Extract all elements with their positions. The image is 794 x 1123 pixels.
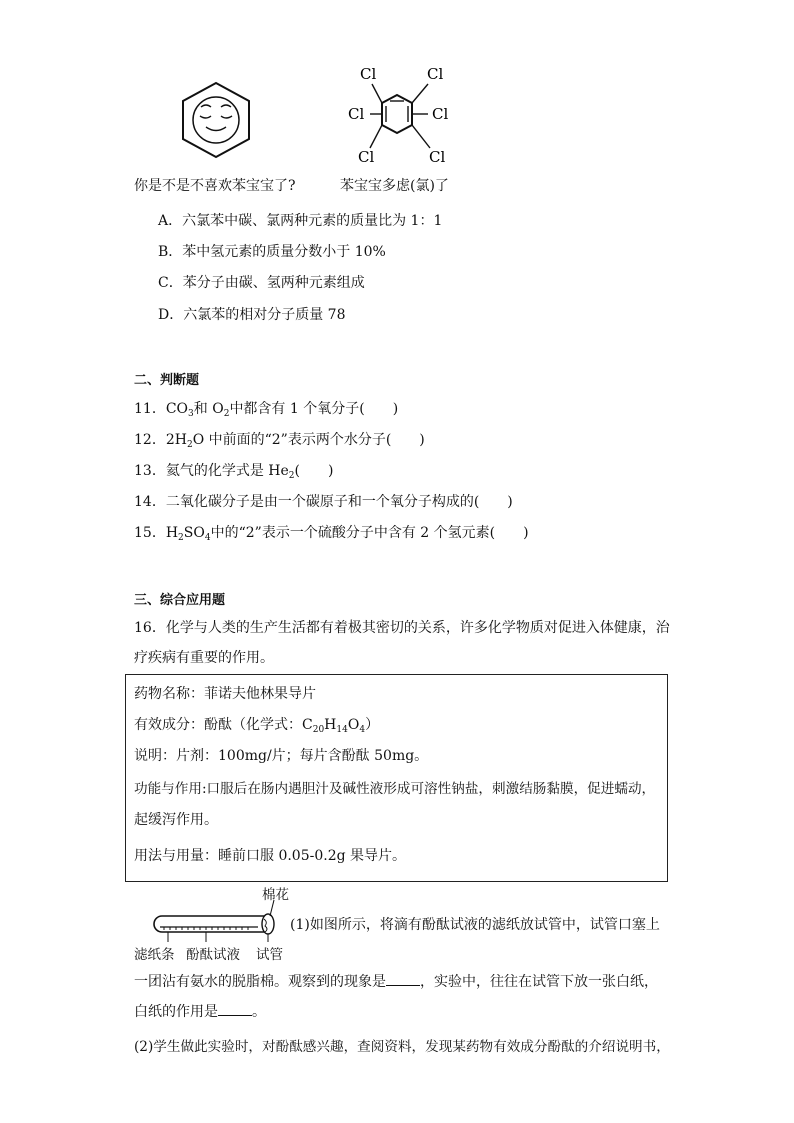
q16-part1-line2 (134, 972, 658, 992)
q14-number: 14． (134, 494, 166, 510)
q14-text: 二氧化碳分子是由一个碳原子和一个氧分子构成的( ) (165, 494, 513, 510)
q12-sub-1: 2 (186, 440, 193, 450)
q16-stem-line2: 疗疾病有重要的作用。 (134, 650, 274, 666)
q11-text-1: CO (165, 401, 189, 417)
q16-stem-line1: 16．化学与人类的生产生活都有着极其密切的关系，许多化学物质对促进入体健康，治 (134, 620, 670, 636)
q13-text-1: 氦气的化学式是 He (165, 463, 289, 479)
q16-part2-line1: (2)学生做此实验时，对酚酞感兴趣，查阅资料，发现某药物有效成分酚酞的介绍说明书， (134, 1039, 670, 1055)
ingredient-sub-3: 4 (359, 725, 366, 735)
label-test-tube: 试管 (256, 947, 283, 963)
section-3-title: 三、综合应用题 (134, 593, 226, 608)
label-cotton: 棉花 (262, 887, 289, 903)
benzene-caption: 你是不是不喜欢苯宝宝了? (134, 178, 296, 194)
hexachlorobenzene-figure (340, 62, 460, 170)
q16-part1-line2-tail: ，实验中，往往在试管下放一张白纸， (420, 974, 658, 990)
cl-label-right: Cl (432, 105, 449, 123)
q15-text-1: H (165, 525, 179, 541)
q10-option-b: B．苯中氢元素的质量分数小于 10% (158, 244, 386, 260)
drug-function-line1: 功能与作用:口服后在肠内遇胆汁及碱性液形成可溶性钠盐，刺激结肠黏膜，促进蠕动， (134, 781, 656, 797)
q13-sub-1: 2 (288, 471, 295, 481)
cl-label-left: Cl (348, 105, 365, 123)
q11-text-2: 和 O (193, 401, 224, 417)
ingredient-sub-2: 14 (336, 725, 348, 735)
drug-description: 说明：片剂：100mg/片；每片含酚酞 50mg。 (134, 748, 429, 764)
drug-usage: 用法与用量：睡前口服 0.05-0.2g 果导片。 (134, 848, 407, 864)
q12-text-2: O 中前面的“2”表示两个水分子( ) (192, 432, 425, 448)
q13-text-2: ( ) (294, 463, 334, 479)
q15-sub-2: 4 (204, 533, 211, 543)
q15-text-3: 中的“2”表示一个硫酸分子中含有 2 个氢元素( ) (210, 525, 529, 541)
q13-number: 13． (134, 463, 166, 479)
q10-option-c: C．苯分子由碳、氢两种元素组成 (158, 275, 365, 291)
q15-sub-1: 2 (178, 533, 184, 543)
answer-blank-white-paper[interactable] (218, 1002, 252, 1016)
q12-number: 12． (134, 432, 166, 448)
question-14 (134, 492, 513, 512)
drug-ingredient (134, 715, 379, 735)
question-13 (134, 461, 333, 481)
q11-sub-1: 3 (188, 409, 194, 419)
q16-part1-line3-text: 白纸的作用是 (134, 1004, 218, 1020)
q16-part1-line2-text: 一团沾有氨水的脱脂棉。观察到的现象是 (134, 974, 386, 990)
hexachloro-caption: 苯宝宝多虑(氯)了 (340, 178, 449, 194)
question-11 (134, 399, 398, 419)
q15-text-2: SO (183, 525, 205, 541)
cl-label-bottom-left: Cl (358, 148, 375, 166)
ingredient-text-4: ） (365, 717, 380, 733)
q10-option-a: A．六氯苯中碳、氯两种元素的质量比为 1：1 (158, 213, 443, 229)
label-filter-paper: 滤纸条 (134, 947, 175, 963)
cl-label-bottom-right: Cl (429, 148, 446, 166)
question-15 (134, 523, 529, 543)
question-12 (134, 430, 425, 450)
drug-name: 药物名称：菲诺夫他林果导片 (134, 686, 316, 702)
q16-part1-line3 (134, 1002, 266, 1022)
cl-label-top-right: Cl (427, 65, 444, 83)
ingredient-sub-1: 20 (312, 725, 325, 735)
label-phenolphthalein: 酚酞试液 (186, 947, 240, 963)
drug-function-line2: 起缓泻作用。 (134, 812, 218, 828)
q16-part1-line1: (1)如图所示，将滴有酚酞试液的滤纸放试管中，试管口塞上 (290, 917, 660, 933)
q16-part1-line3-tail: 。 (252, 1004, 266, 1020)
ingredient-text-2: H (324, 717, 337, 733)
q11-number: 11． (134, 401, 166, 417)
q15-number: 15． (134, 525, 166, 541)
section-2-title: 二、判断题 (134, 373, 200, 388)
ingredient-text-1: 有效成分：酚酞（化学式：C (134, 717, 313, 733)
q11-text-3: 中都含有 1 个氧分子( ) (229, 401, 399, 417)
benzene-smiley-figure (176, 80, 256, 160)
answer-blank-observation[interactable] (386, 972, 420, 986)
ingredient-text-3: O (347, 717, 360, 733)
q11-sub-2: 2 (223, 409, 230, 419)
cl-label-top-left: Cl (360, 65, 377, 83)
q12-text-1: 2H (165, 432, 187, 448)
q10-option-d: D．六氯苯的相对分子质量 78 (158, 307, 346, 323)
